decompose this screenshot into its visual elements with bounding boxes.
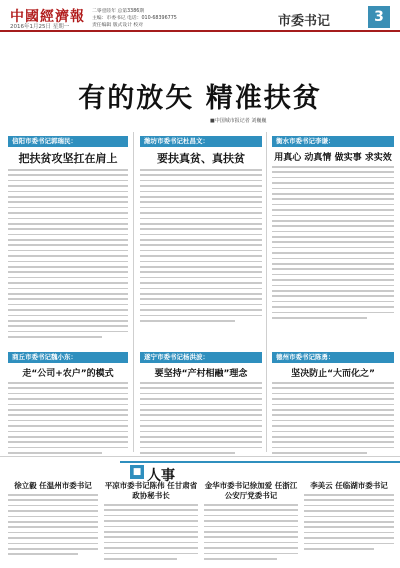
article-body <box>140 169 262 322</box>
article-body <box>272 382 394 454</box>
article-banner: 商丘市委书记魏小东： <box>8 352 128 363</box>
article-yang-hongbo <box>140 352 262 452</box>
article-du-changwen <box>140 136 262 336</box>
section-title: 市委书记 <box>278 14 331 29</box>
personnel-body <box>304 494 394 550</box>
masthead <box>0 0 400 32</box>
column-divider <box>133 132 134 452</box>
article-li-qian <box>272 136 394 336</box>
meta-line: 二零壹陸年 总第3386期 <box>92 9 145 14</box>
article-banner: 信阳市委书记郭瑞民： <box>8 136 128 147</box>
headline-byline: ■中国城市报记者 刘巍巍 <box>210 118 267 124</box>
personnel-item <box>304 481 394 553</box>
article-body <box>272 166 394 319</box>
meta-line: 主编：市委书记 电话：010-68396775 <box>92 16 177 21</box>
article-banner: 潍坊市委书记杜昌文： <box>140 136 262 147</box>
masthead-meta <box>92 8 177 29</box>
article-body <box>140 382 262 454</box>
article-guo-ruimin <box>8 136 128 348</box>
personnel-name[interactable]: 徐立毅 任温州市委书记 <box>14 481 92 490</box>
article-title[interactable]: 坚决防止“大而化之” <box>291 369 375 379</box>
article-banner: 衡水市委书记李谦： <box>272 136 394 147</box>
article-title[interactable]: 要坚持“产村相融”理念 <box>154 369 248 379</box>
article-banner: 遂宁市委书记杨洪波： <box>140 352 262 363</box>
article-wei-xiaodong <box>8 352 128 452</box>
article-body <box>8 169 128 338</box>
article-title[interactable]: 要扶真贫、真扶贫 <box>157 152 245 165</box>
personnel-item <box>8 481 98 559</box>
personnel-name[interactable]: 李美云 任临湖市委书记 <box>310 481 388 490</box>
issue-date: 2016年1月25日 星期一 <box>10 24 70 30</box>
page-headline: 有的放矢 精准扶贫 <box>78 83 322 114</box>
personnel-body <box>204 504 298 560</box>
personnel-name[interactable]: 平凉市委书记陈伟 任甘肃省政协秘书长 <box>104 481 198 500</box>
personnel-body <box>8 494 98 555</box>
personnel-name[interactable]: 金华市委书记徐加爱 任浙江公安厅党委书记 <box>204 481 298 500</box>
newspaper-logo: 中國經濟報 <box>10 9 85 25</box>
article-banner: 德州市委书记陈勇： <box>272 352 394 363</box>
article-title[interactable]: 把扶贫攻坚扛在肩上 <box>18 152 118 165</box>
article-chen-yong <box>272 352 394 452</box>
meta-line: 责任编辑 版式设计 校对 <box>92 23 144 28</box>
article-body <box>8 382 128 454</box>
section-rule <box>120 461 400 463</box>
article-title[interactable]: 走“公司+农户”的模式 <box>22 369 114 379</box>
section-divider <box>0 456 400 457</box>
personnel-item <box>104 481 198 563</box>
personnel-body <box>104 504 198 560</box>
column-divider <box>266 132 267 452</box>
personnel-section <box>0 461 400 568</box>
personnel-item <box>204 481 298 563</box>
article-title[interactable]: 用真心 动真情 做实事 求实效 <box>274 153 392 163</box>
personnel-label: 人事 <box>147 468 175 484</box>
square-bullet-icon: ■ <box>130 465 144 479</box>
page-number: 3 <box>368 6 390 28</box>
